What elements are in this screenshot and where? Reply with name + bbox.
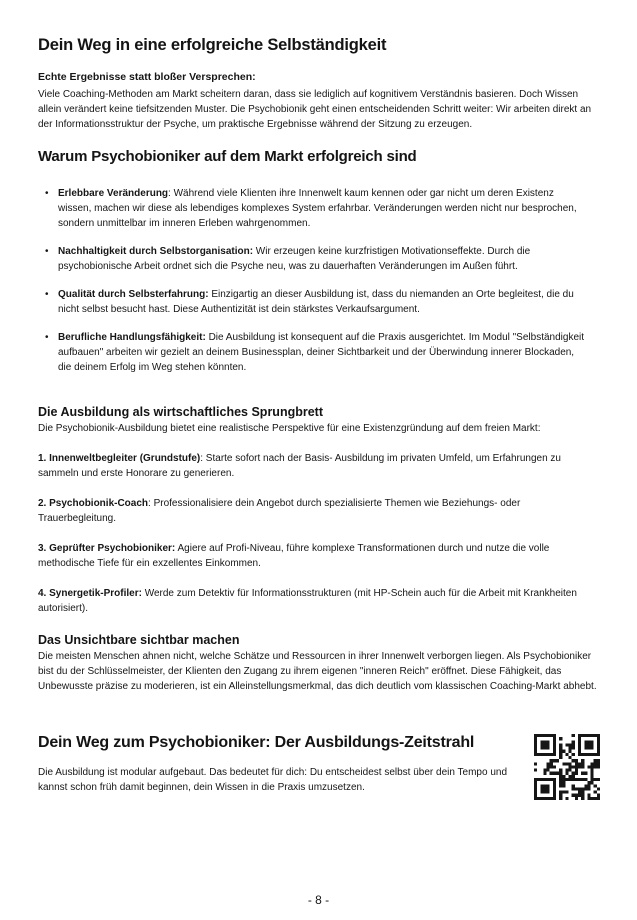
step-text: Werde zum Detektiv für Informationsstrukturen (mit HP-Schein auch für die Arbeit mit Krankheiten autorisiert). — [38, 588, 577, 614]
step-lead: 3. Geprüfter Psychobioniker: — [38, 543, 176, 554]
step-lead: 2. Psychobionik-Coach — [38, 498, 149, 509]
section-title-ladder: Die Ausbildung als wirtschaftliches Sprungbrett — [38, 405, 323, 419]
ladder-step — [38, 541, 600, 571]
intro-lead: Echte Ergebnisse statt bloßer Versprechen: — [38, 71, 256, 83]
timeline-paragraph: Die Ausbildung ist modular aufgebaut. Das bedeutet für dich: Du entscheidest selbst über dein Tempo und kannst schon früh damit beginnen, dein Wissen in die Praxis umzusetzen. — [38, 767, 507, 793]
section-title-timeline: Dein Weg zum Psychobioniker: Der Ausbildungs-Zeitstrahl — [38, 734, 475, 751]
ladder-step — [38, 586, 600, 616]
bullet-lead: Nachhaltigkeit durch Selbstorganisation: — [58, 246, 254, 257]
bullet-text: Wir erzeugen keine kurzfristigen Motivationseffekte. Durch die psychobionische Arbeit ordnet sich die Psyche neu, was zu dauerhaften Veränderungen im Außen führt. — [58, 246, 531, 272]
bullet-text: Die Ausbildung ist konsequent auf die Praxis ausgerichtet. Im Modul "Selbständigkeit aufbauen" arbeiten wir gezielt an deinem Businessplan, deiner Sichtbarkeit und der Überwindung innerer Blockaden, die deinem Erfolg im Weg stehen könnten. — [58, 332, 585, 373]
list-item — [38, 287, 586, 317]
bullet-lead: Qualität durch Selbsterfahrung: — [58, 289, 209, 300]
timeline-section — [38, 734, 600, 800]
step-lead: 4. Synergetik-Profiler: — [38, 588, 142, 599]
step-text: : Professionalisiere dein Angebot durch spezialisierte Themen wie Beziehungs- oder Trauerbegleitung. — [38, 498, 521, 524]
step-text: : Starte sofort nach der Basis- Ausbildung im privaten Umfeld, um Erfahrungen zu sammeln und erste Honorare zu generieren. — [38, 453, 561, 479]
page-title: Dein Weg in eine erfolgreiche Selbständigkeit — [38, 36, 387, 54]
step-lead: 1. Innenweltbegleiter (Grundstufe) — [38, 453, 201, 464]
ladder-intro: Die Psychobionik-Ausbildung bietet eine realistische Perspektive für eine Existenzgründung auf dem freien Markt: — [38, 423, 541, 434]
list-item — [38, 330, 586, 375]
step-text: Agiere auf Profi-Niveau, führe komplexe Transformationen durch und nutze die volle methodische Tiefe für ein exzellentes Einkommen. — [38, 543, 550, 569]
bullet-text: Einzigartig an dieser Ausbildung ist, dass du niemanden an Orte begleitest, die du nicht selbst besucht hast. Diese Authentizität ist dein stärkstes Verkaufsargument. — [58, 289, 574, 315]
list-item — [38, 186, 586, 231]
ladder-step — [38, 496, 600, 526]
list-item — [38, 244, 586, 274]
page-number: - 8 - — [307, 893, 330, 907]
intro-paragraph: Viele Coaching-Methoden am Markt scheitern daran, dass sie lediglich auf kognitivem Verständnis basieren. Doch Wissen allein verändert keine tiefsitzenden Muster. Die Psychobionik geht einen entscheidenden Schritt weiter: Wir arbeiten direkt an der Informationsstruktur der Psyche, um praktische Ergebnisse während der Sitzung zu erzeugen. — [38, 89, 592, 130]
market-bullet-list — [38, 186, 600, 375]
qr-code — [534, 734, 600, 800]
timeline-text — [38, 734, 522, 795]
section-title-market: Warum Psychobioniker auf dem Markt erfolgreich sind — [38, 148, 417, 165]
invisible-paragraph: Die meisten Menschen ahnen nicht, welche Schätze und Ressourcen in ihrer Innenwelt verborgen liegen. Als Psychobioniker bist du der Schlüsselmeister, der Klienten den Zugang zu ihrem eigenen "inneren Reich" eröffnet. Diese Fähigkeit, das Unbewusste präzise zu moderieren, ist ein Alleinstellungsmerkmal, das dich deutlich vom klassischen Coaching-Markt abhebt. — [38, 651, 597, 692]
bullet-text: : Während viele Klienten ihre Innenwelt kaum kennen oder gar nicht um deren Existenz wissen, machen wir diese als lebendiges komplexes System erfahrbar. Veränderungen werden nicht nur besprochen, sondern unmittelbar im inneren Erleben wahrgenommen. — [58, 188, 577, 229]
bullet-lead: Erlebbare Veränderung — [58, 188, 169, 199]
section-title-invisible: Das Unsichtbare sichtbar machen — [38, 633, 240, 647]
bullet-lead: Berufliche Handlungsfähigkeit: — [58, 332, 206, 343]
ladder-step — [38, 451, 600, 481]
